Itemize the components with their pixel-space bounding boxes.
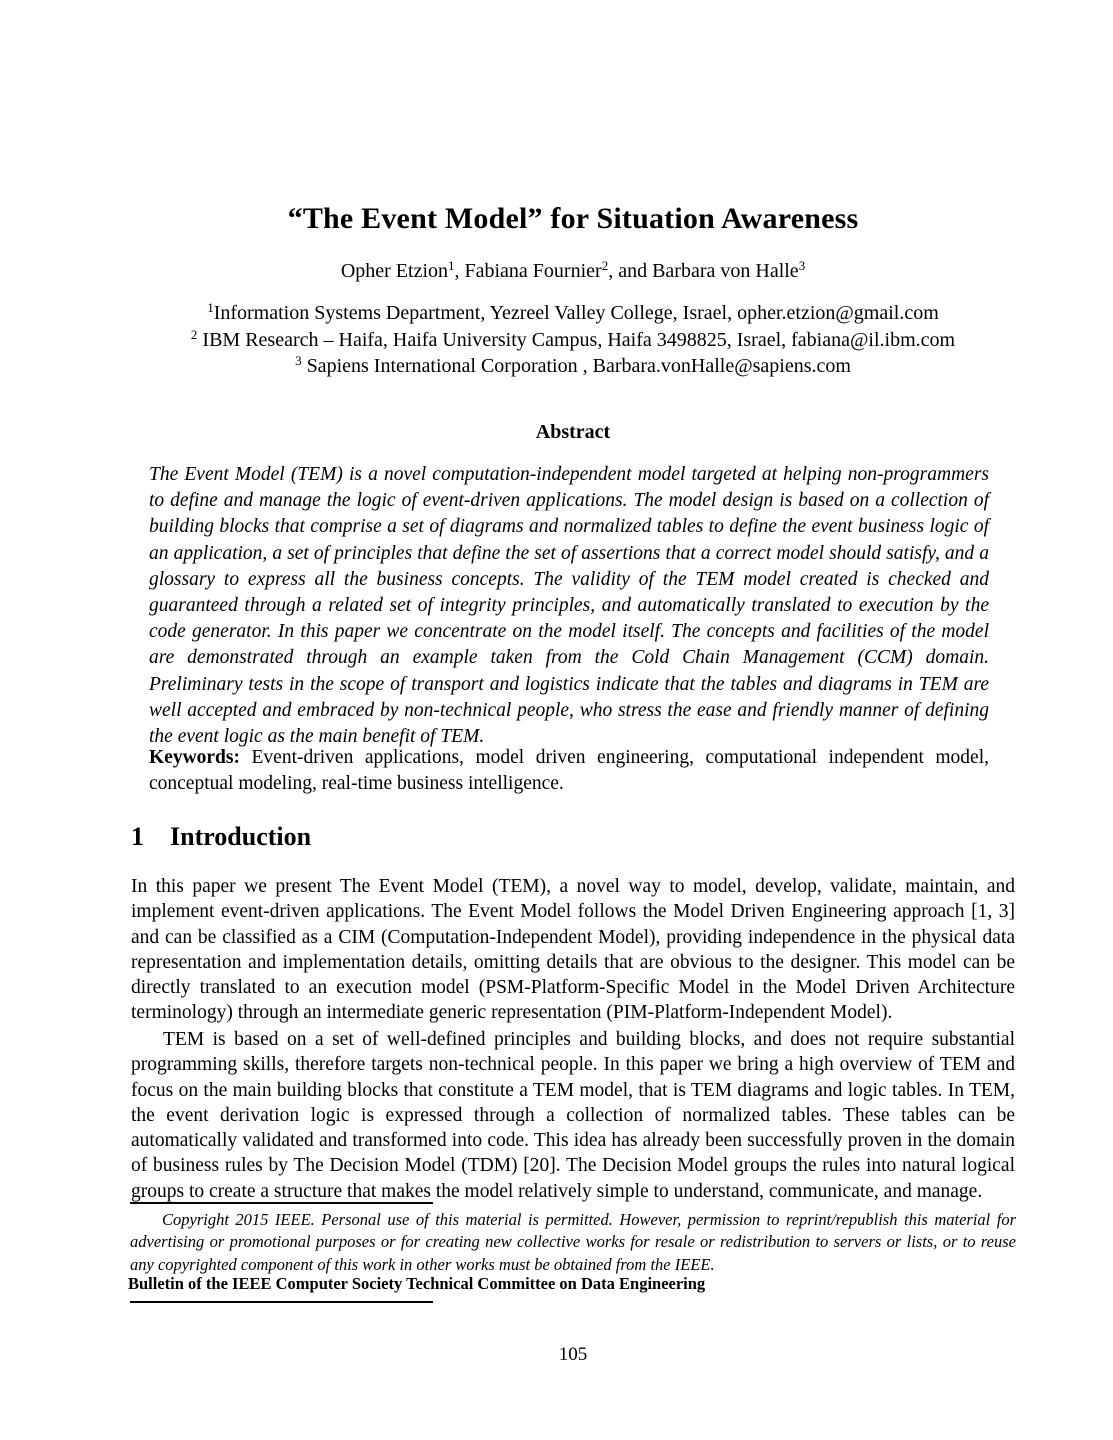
affiliation-text: Sapiens International Corporation , Barbara.vonHalle@sapiens.com [301, 355, 851, 377]
author-affiliation-marker: 2 [601, 258, 609, 273]
affiliation-marker: 3 [295, 353, 302, 368]
footnote-rule-bottom [130, 1301, 433, 1303]
intro-paragraph-2: TEM is based on a set of well-defined principles and building blocks, and does not require substantial programming skills, therefore targets non-technical people. In this paper we bring a high overview of TEM and focus on the main building blocks that constitute a TEM model, that is TEM diagrams and logic tables. In TEM, the event derivation logic is expressed through a collection of normalized tables. These tables can be automatically validated and transformed into code. This idea has already been successfully proven in the domain of business rules by The Decision Model (TDM) [20]. The Decision Model groups the rules into natural logical groups to create a structure that makes the model relatively simple to understand, communicate, and manage. [131, 1029, 1015, 1202]
intro-paragraph-1: In this paper we present The Event Model (TEM), a novel way to model, develop, validate, maintain, and implement event-driven applications. The Event Model follows the Model Driven Engineering approach [1, 3] and can be classified as a CIM (Computation-Independent Model), providing independence in the physical data representation and implementation details, omitting details that are obvious to the designer. This model can be directly translated to an execution model (PSM-Platform-Specific Model in the Model Driven Architecture terminology) through an intermediate generic representation (PIM-Platform-Independent Model). [131, 876, 1015, 1024]
paper-title: “The Event Model” for Situation Awareness [287, 202, 859, 235]
keywords-label: Keywords: [149, 747, 240, 768]
author-name: Opher Etzion [340, 260, 448, 282]
bulletin-line: Bulletin of the IEEE Computer Society Technical Committee on Data Engineering [128, 1274, 706, 1293]
keywords-text: Event-driven applications, model driven engineering, computational independent model, conceptual modeling, real-time business intelligence. [149, 747, 989, 795]
author-affiliation-marker: 3 [798, 258, 806, 273]
copyright-notice: Copyright 2015 IEEE. Personal use of this material is permitted. However, permission to reprint/republish this material for advertising or promotional purposes or for creating new collective works for resale or redistribution to servers or lists, or to reuse any copyrighted component of this work in other works must be obtained from the IEEE. [130, 1210, 1016, 1274]
author-name: Barbara von Halle [652, 260, 799, 282]
author-separator: , and [608, 260, 653, 282]
author-affiliation-marker: 1 [448, 258, 455, 273]
abstract-heading: Abstract [535, 421, 611, 443]
affiliations-block [131, 300, 1015, 380]
authors-line [131, 260, 1015, 283]
section-heading-introduction [131, 822, 311, 852]
affiliation-text: IBM Research – Haifa, Haifa University Campus, Haifa 3498825, Israel, fabiana@il.ibm.com [197, 328, 956, 351]
affiliation-marker: 1 [207, 300, 214, 315]
affiliation-line [131, 300, 1015, 327]
page-number: 105 [558, 1344, 588, 1365]
affiliation-line [131, 327, 1015, 354]
keywords-paragraph [149, 745, 989, 797]
affiliation-text: Information Systems Department, Yezreel Valley College, Israel, opher.etzion@gmail.com [213, 302, 939, 324]
abstract-body: The Event Model (TEM) is a novel computation-independent model targeted at helping non-programmers to define and manage the logic of event-driven applications. The model design is based on a collection of building blocks that comprise a set of diagrams and normalized tables to define the event business logic of an application, a set of principles that define the set of assertions that a correct model should satisfy, and a glossary to express all the business concepts. The validity of the TEM model created is checked and guaranteed through a related set of integrity principles, and automatically translated to execution by the code generator. In this paper we concentrate on the model itself. The concepts and facilities of the model are demonstrated through an example taken from the Cold Chain Management (CCM) domain. Preliminary tests in the scope of transport and logistics indicate that the tables and diagrams in TEM are well accepted and embraced by non-technical people, who stress the ease and friendly manner of defining the event logic as the main benefit of TEM. [149, 464, 989, 748]
affiliation-marker: 2 [190, 326, 198, 342]
footnote-rule-top [130, 1202, 433, 1204]
author-name: Fabiana Fournier [464, 260, 602, 282]
author-separator: , [454, 260, 465, 282]
affiliation-line [131, 353, 1015, 380]
section-title: Introduction [170, 822, 312, 851]
section-number: 1 [131, 822, 144, 851]
